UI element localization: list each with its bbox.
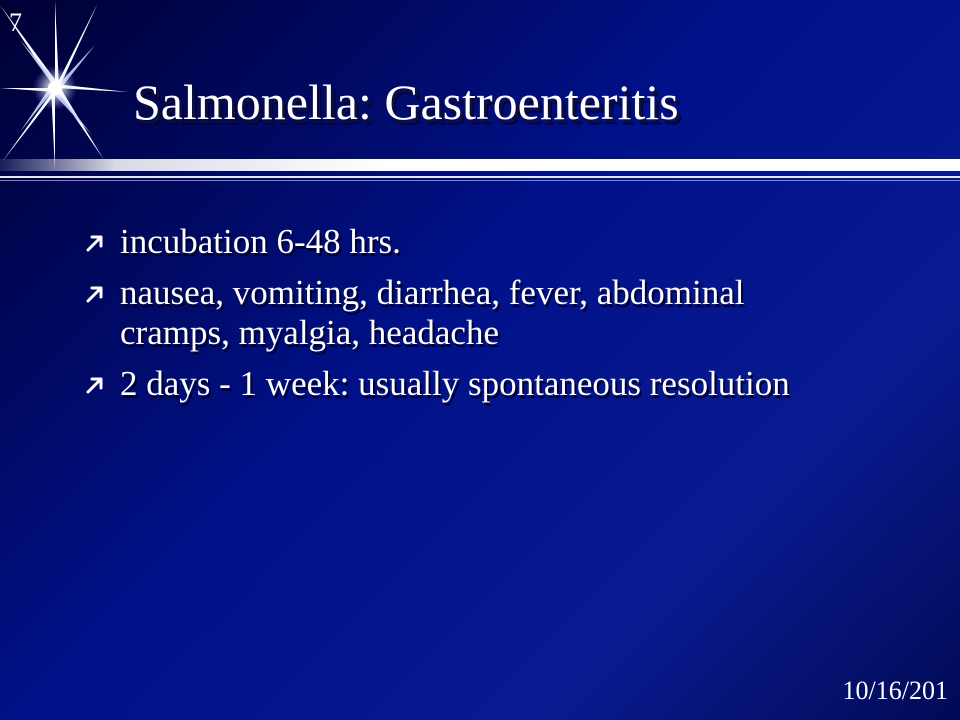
bullet-text: incubation 6-48 hrs.	[120, 222, 401, 261]
title-divider	[0, 156, 960, 186]
list-item	[84, 273, 804, 353]
bullet-list	[84, 222, 804, 415]
bullet-text: nausea, vomiting, diarrhea, fever, abdominal cramps, myalgia, headache	[120, 273, 745, 352]
arrow-up-right-icon	[84, 374, 106, 396]
bullet-text: 2 days - 1 week: usually spontaneous resolution	[120, 364, 790, 403]
list-item	[84, 364, 804, 404]
slide-title: Salmonella: Gastroenteritis	[133, 74, 679, 130]
arrow-up-right-icon	[84, 232, 106, 254]
arrow-up-right-icon	[84, 283, 106, 305]
list-item	[84, 222, 804, 262]
slide-number: 7	[9, 8, 22, 37]
slide-date: 10/16/201	[842, 676, 948, 705]
